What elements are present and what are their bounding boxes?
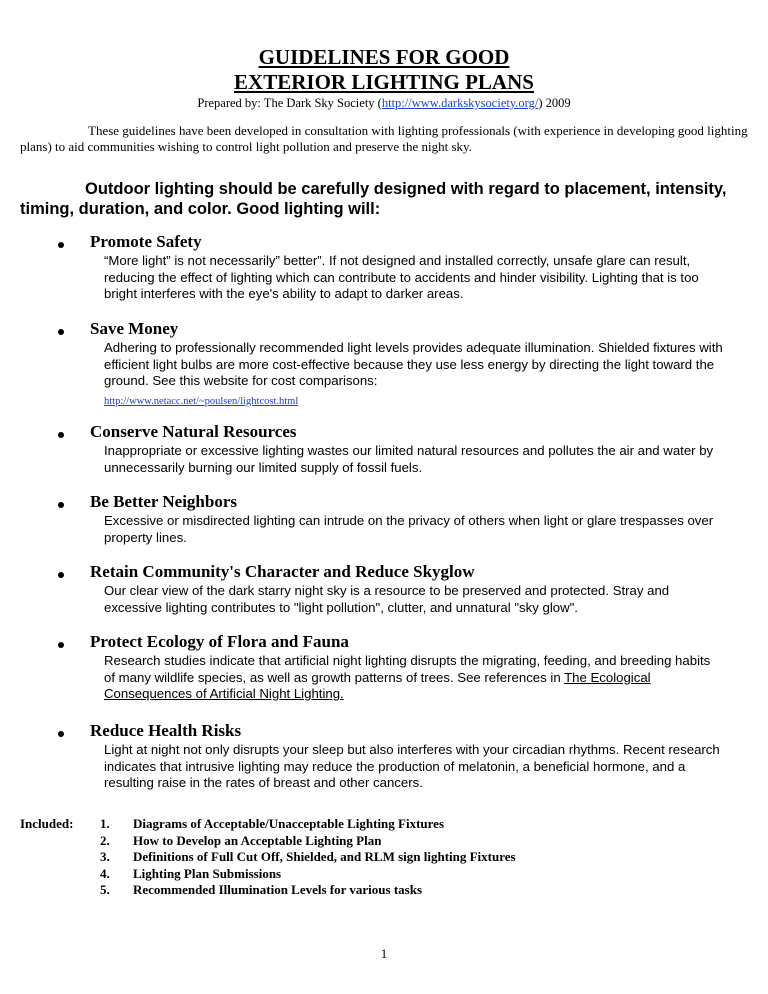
bullet-icon: [58, 242, 64, 248]
item-text: Definitions of Full Cut Off, Shielded, and RLM sign lighting Fixtures: [133, 849, 516, 864]
item-number: 4.: [100, 865, 110, 881]
bullet-heading: Save Money: [90, 319, 179, 338]
list-item: [100, 882, 516, 899]
item-number: 3.: [100, 849, 110, 864]
bullet-icon: [58, 432, 64, 438]
item-text: How to Develop an Acceptable Lighting Plan: [133, 832, 382, 848]
item-number: 2.: [100, 832, 110, 848]
bullet-body: Light at night not only disrupts your sleep but also interferes with your circadian rhythms. Recent research indicates that intrusive lighting may reduce the production of melatonin, a beneficial hormone, and a resulting raise in the rates of breast and other cancers.: [104, 742, 720, 790]
list-item: [100, 833, 516, 850]
item-number: 1.: [100, 816, 110, 831]
item-number: 5.: [100, 882, 110, 897]
list-item: [100, 849, 516, 866]
lead-paragraph: Outdoor lighting should be carefully designed with regard to placement, intensity, timing, duration, and color. Good lighting will:: [20, 180, 727, 218]
bullet-body: Our clear view of the dark starry night sky is a resource to be preserved and protected. Stray and excessive lighting contributes to "light pollution", clutter, and unnatural "sky glow".: [104, 583, 670, 615]
bullet-heading: Promote Safety: [90, 232, 202, 251]
ecology-reference: The Ecological Consequences of Artificial Night Lighting.: [104, 669, 651, 701]
bullet-icon: [58, 642, 64, 648]
bullet-icon: [58, 502, 64, 508]
list-item: [100, 866, 516, 883]
bullet-body: [104, 340, 724, 410]
item-text: Recommended Illumination Levels for various tasks: [133, 882, 423, 897]
cost-comparison-link[interactable]: http://www.netacc.net/~poulsen/lightcost.html: [104, 395, 299, 407]
item-text: Lighting Plan Submissions: [133, 865, 282, 881]
bullet-icon: [58, 731, 64, 737]
bullet-heading: Retain Community's Character and Reduce Skyglow: [90, 562, 475, 581]
intro-paragraph: These guidelines have been developed in consultation with lighting professionals (with experience in developing good lighting plans) to aid communities wishing to control light pollution and preserve the night sky.: [20, 123, 748, 154]
prepared-prefix: Prepared by: The Dark Sky Society (: [197, 96, 382, 110]
list-item: [100, 816, 516, 833]
item-text: Diagrams of Acceptable/Unacceptable Lighting Fixtures: [133, 816, 445, 831]
bullet-heading: Be Better Neighbors: [90, 492, 237, 511]
title-line-2: EXTERIOR LIGHTING PLANS: [234, 70, 534, 94]
bullet-body-text: Adhering to professionally recommended light levels provides adequate illumination. Shielded fixtures with efficient light bulbs are more cost-effective because they use less energy by directing the light toward the ground. See this website for cost comparisons:: [104, 340, 723, 388]
bullet-heading: Reduce Health Risks: [90, 721, 242, 740]
bullet-body: Excessive or misdirected lighting can intrude on the privacy of others when light or glare trespasses over property lines.: [104, 513, 714, 545]
document-title: [0, 45, 768, 95]
title-line-1: GUIDELINES FOR GOOD: [258, 45, 510, 69]
bullet-body-text: Research studies indicate that artificial night lighting disrupts the migrating, feeding, and breeding habits of many wildlife species, as well as growth patterns of trees. See references in: [104, 653, 711, 685]
bullet-body: “More light” is not necessarily” better”. If not designed and installed correctly, unsafe glare can result, reducing the effect of lighting which can contribute to accidents and hinder visibility. Lighting that is too bright interferes with the eye's ability to adapt to darker areas.: [104, 253, 699, 301]
bullet-heading: Protect Ecology of Flora and Fauna: [90, 632, 349, 651]
prepared-suffix: ) 2009: [538, 96, 571, 110]
included-list: [100, 816, 516, 899]
bullet-heading: Conserve Natural Resources: [90, 422, 297, 441]
bullet-icon: [58, 572, 64, 578]
bullet-body: Inappropriate or excessive lighting wastes our limited natural resources and pollutes the air and water by unnecessarily burning our limited supply of fossil fuels.: [104, 443, 714, 475]
darksky-link[interactable]: http://www.darkskysociety.org/: [381, 96, 539, 110]
bullet-body: [104, 653, 724, 703]
bullet-icon: [58, 329, 64, 335]
included-label: Included:: [20, 816, 74, 831]
prepared-by: [0, 96, 768, 111]
page-number: 1: [380, 946, 388, 961]
